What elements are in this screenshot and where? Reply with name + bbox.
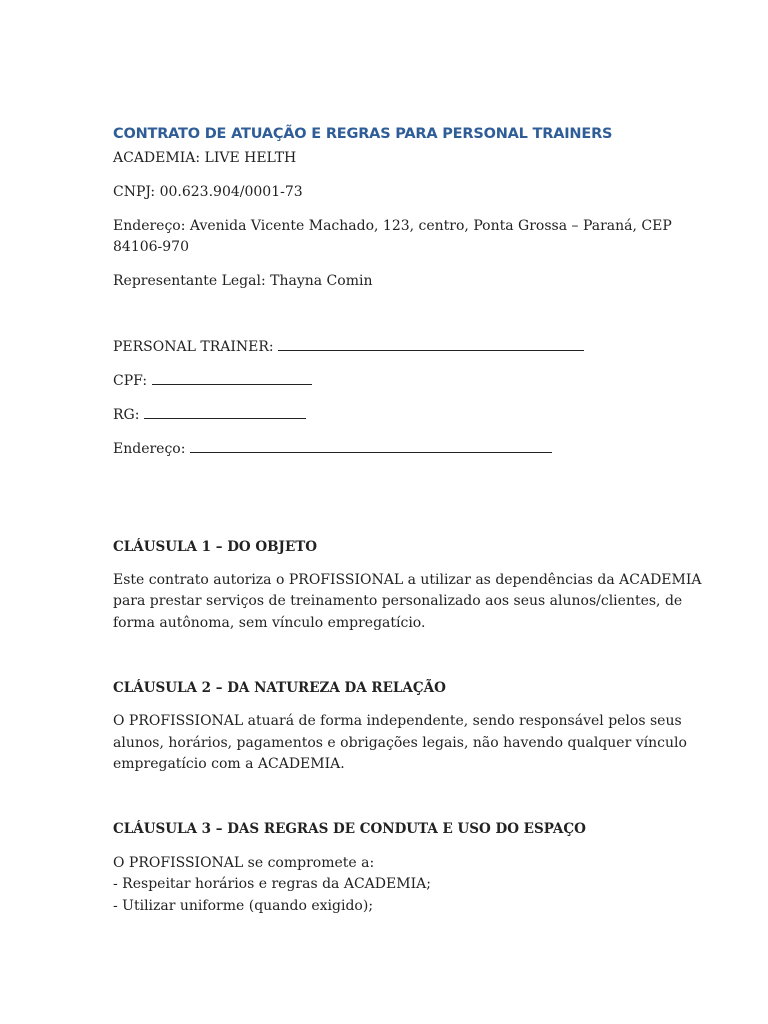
cpf-label: CPF:	[113, 373, 148, 389]
clause-1-heading: CLÁUSULA 1 – DO OBJETO	[113, 539, 318, 555]
clause-2-line-3: empregatício com a ACADEMIA.	[113, 756, 345, 772]
clause-2-line-1: O PROFISSIONAL atuará de forma independente, sendo responsável pelos seus	[113, 713, 682, 729]
document-title: CONTRATO DE ATUAÇÃO E REGRAS PARA PERSONAL TRAINERS	[113, 126, 613, 142]
clause-1-line-1: Este contrato autoriza o PROFISSIONAL a utilizar as dependências da ACADEMIA	[113, 572, 702, 588]
clause-3-line-3: - Utilizar uniforme (quando exigido);	[113, 898, 374, 914]
clause-1-line-3: forma autônoma, sem vínculo empregatício.	[113, 615, 426, 631]
clause-1-line-2: para prestar serviços de treinamento personalizado aos seus alunos/clientes, de	[113, 593, 683, 609]
clause-3-line-1: O PROFISSIONAL se compromete a:	[113, 855, 375, 871]
clause-2-heading: CLÁUSULA 2 – DA NATUREZA DA RELAÇÃO	[113, 680, 446, 696]
academy-address-line-2: 84106-970	[113, 239, 189, 255]
rg-field	[113, 405, 306, 426]
trainer-address-blank-line	[190, 440, 552, 453]
trainer-address-label: Endereço:	[113, 441, 186, 457]
academy-name: ACADEMIA: LIVE HELTH	[113, 150, 297, 166]
academy-representative: Representante Legal: Thayna Comin	[113, 273, 373, 289]
personal-trainer-field	[113, 337, 584, 358]
personal-trainer-label: PERSONAL TRAINER:	[113, 339, 274, 355]
clause-3-heading: CLÁUSULA 3 – DAS REGRAS DE CONDUTA E USO DO ESPAÇO	[113, 821, 586, 837]
academy-cnpj: CNPJ: 00.623.904/0001-73	[113, 184, 303, 200]
clause-3-line-2: - Respeitar horários e regras da ACADEMIA;	[113, 876, 431, 892]
cpf-blank-line	[152, 372, 312, 385]
personal-trainer-blank-line	[278, 338, 584, 351]
rg-label: RG:	[113, 407, 140, 423]
trainer-address-field	[113, 439, 552, 460]
rg-blank-line	[144, 406, 306, 419]
cpf-field	[113, 371, 312, 392]
academy-address-line-1: Endereço: Avenida Vicente Machado, 123, centro, Ponta Grossa – Paraná, CEP	[113, 218, 672, 234]
clause-2-line-2: alunos, horários, pagamentos e obrigações legais, não havendo qualquer vínculo	[113, 735, 687, 751]
